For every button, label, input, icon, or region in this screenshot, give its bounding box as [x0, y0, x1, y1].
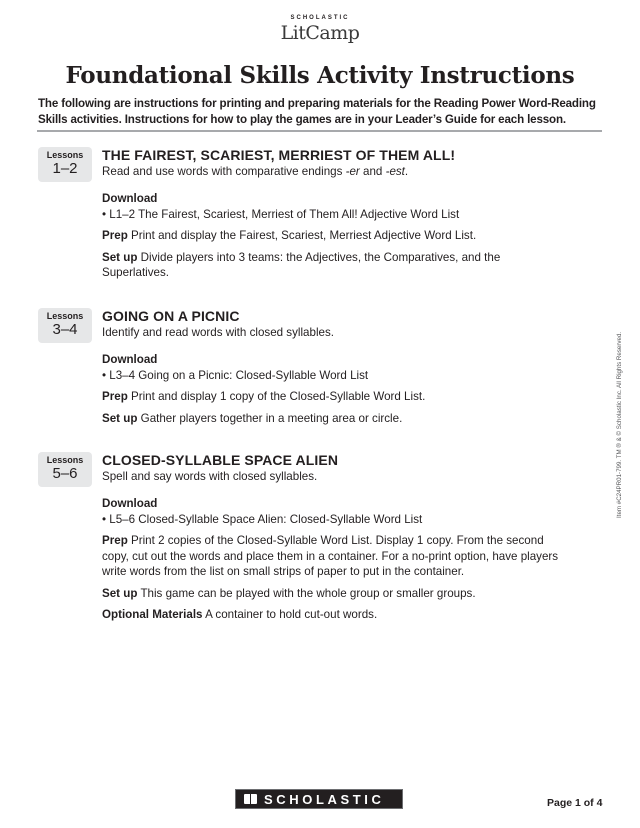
litcamp-logo — [0, 14, 640, 44]
subtitle-text: Read and use words with comparative endings — [102, 165, 346, 178]
setup-text: This game can be played with the whole group or smaller groups. — [140, 586, 476, 600]
section-content — [102, 452, 562, 623]
download-item: • L1–2 The Fairest, Scariest, Merriest of Them All! Adjective Word List — [102, 207, 460, 221]
setup-label: Set up — [102, 411, 138, 425]
section-title: THE FAIREST, SCARIEST, MERRIEST OF THEM ALL! — [102, 147, 456, 163]
logo-name: LitCamp — [280, 22, 360, 44]
setup-label: Set up — [102, 250, 138, 264]
open-book-icon — [244, 794, 258, 804]
optional-materials-paragraph — [102, 607, 562, 623]
setup-paragraph — [102, 250, 562, 281]
setup-text: Divide players into 3 teams: the Adjectives, the Comparatives, and the Superlatives. — [102, 250, 501, 279]
lessons-label: Lessons — [46, 311, 84, 321]
prep-paragraph — [102, 533, 562, 580]
setup-paragraph — [102, 586, 562, 602]
lessons-range: 1–2 — [52, 160, 78, 177]
prep-text: Print and display the Fairest, Scariest, Merriest Adjective Word List. — [131, 229, 477, 242]
prep-text: Print 2 copies of the Closed-Syllable Word List. Display 1 copy. From the second copy, cut out the words and place them in a container. For a no-print option, have players write words from the list on small strips of paper to put in the container. — [102, 534, 559, 578]
section-subtitle: Spell and say words with closed syllables. — [102, 470, 318, 483]
scholastic-logo — [235, 789, 403, 809]
scholastic-wordmark: SCHOLASTIC — [264, 791, 385, 807]
setup-paragraph — [102, 411, 562, 427]
download-heading: Download — [102, 497, 158, 510]
section-title: GOING ON A PICNIC — [102, 308, 240, 324]
prep-paragraph — [102, 228, 562, 244]
optional-materials-text: A container to hold cut-out words. — [205, 608, 378, 621]
copyright-note: Item #C24PR01-799. TM ® & © Scholastic Inc. All Rights Reserved. — [616, 331, 623, 518]
prep-label: Prep — [102, 390, 128, 403]
download-heading: Download — [102, 192, 158, 205]
prep-label: Prep — [102, 229, 128, 242]
logo-brand: SCHOLASTIC — [290, 15, 350, 21]
section-content — [102, 308, 562, 426]
lessons-badge — [38, 308, 92, 343]
prep-text: Print and display 1 copy of the Closed-Syllable Word List. — [131, 390, 426, 403]
divider — [37, 130, 602, 132]
download-item: • L5–6 Closed-Syllable Space Alien: Closed-Syllable Word List — [102, 512, 423, 526]
optional-materials-label: Optional Materials — [102, 608, 203, 621]
section-subtitle — [102, 164, 562, 179]
page-number: Page 1 of 4 — [547, 797, 603, 809]
subtitle-ending-er: -er — [345, 165, 360, 178]
page-title: Foundational Skills Activity Instructions — [65, 62, 575, 89]
subtitle-text: . — [404, 165, 409, 178]
setup-label: Set up — [102, 586, 138, 600]
section-title: CLOSED-SYLLABLE SPACE ALIEN — [102, 452, 339, 468]
setup-text: Gather players together in a meeting area or circle. — [140, 411, 403, 425]
section-content — [102, 147, 562, 281]
prep-label: Prep — [102, 534, 128, 547]
prep-paragraph — [102, 389, 562, 405]
section-subtitle: Identify and read words with closed syllables. — [102, 326, 334, 339]
lessons-label: Lessons — [46, 455, 84, 465]
lessons-label: Lessons — [46, 150, 84, 160]
lessons-range: 5–6 — [52, 465, 78, 482]
lessons-badge — [38, 147, 92, 182]
lessons-range: 3–4 — [52, 321, 78, 338]
lessons-badge — [38, 452, 92, 487]
subtitle-ending-est: -est — [385, 165, 405, 178]
subtitle-text: and — [359, 165, 386, 178]
download-item: • L3–4 Going on a Picnic: Closed-Syllable Word List — [102, 368, 369, 382]
intro-text: The following are instructions for printing and preparing materials for the Reading Power Word-Reading Skills activities. Instructions for how to play the games are in your Leader’s Guide for each lesson. — [38, 97, 596, 126]
download-heading: Download — [102, 353, 158, 366]
